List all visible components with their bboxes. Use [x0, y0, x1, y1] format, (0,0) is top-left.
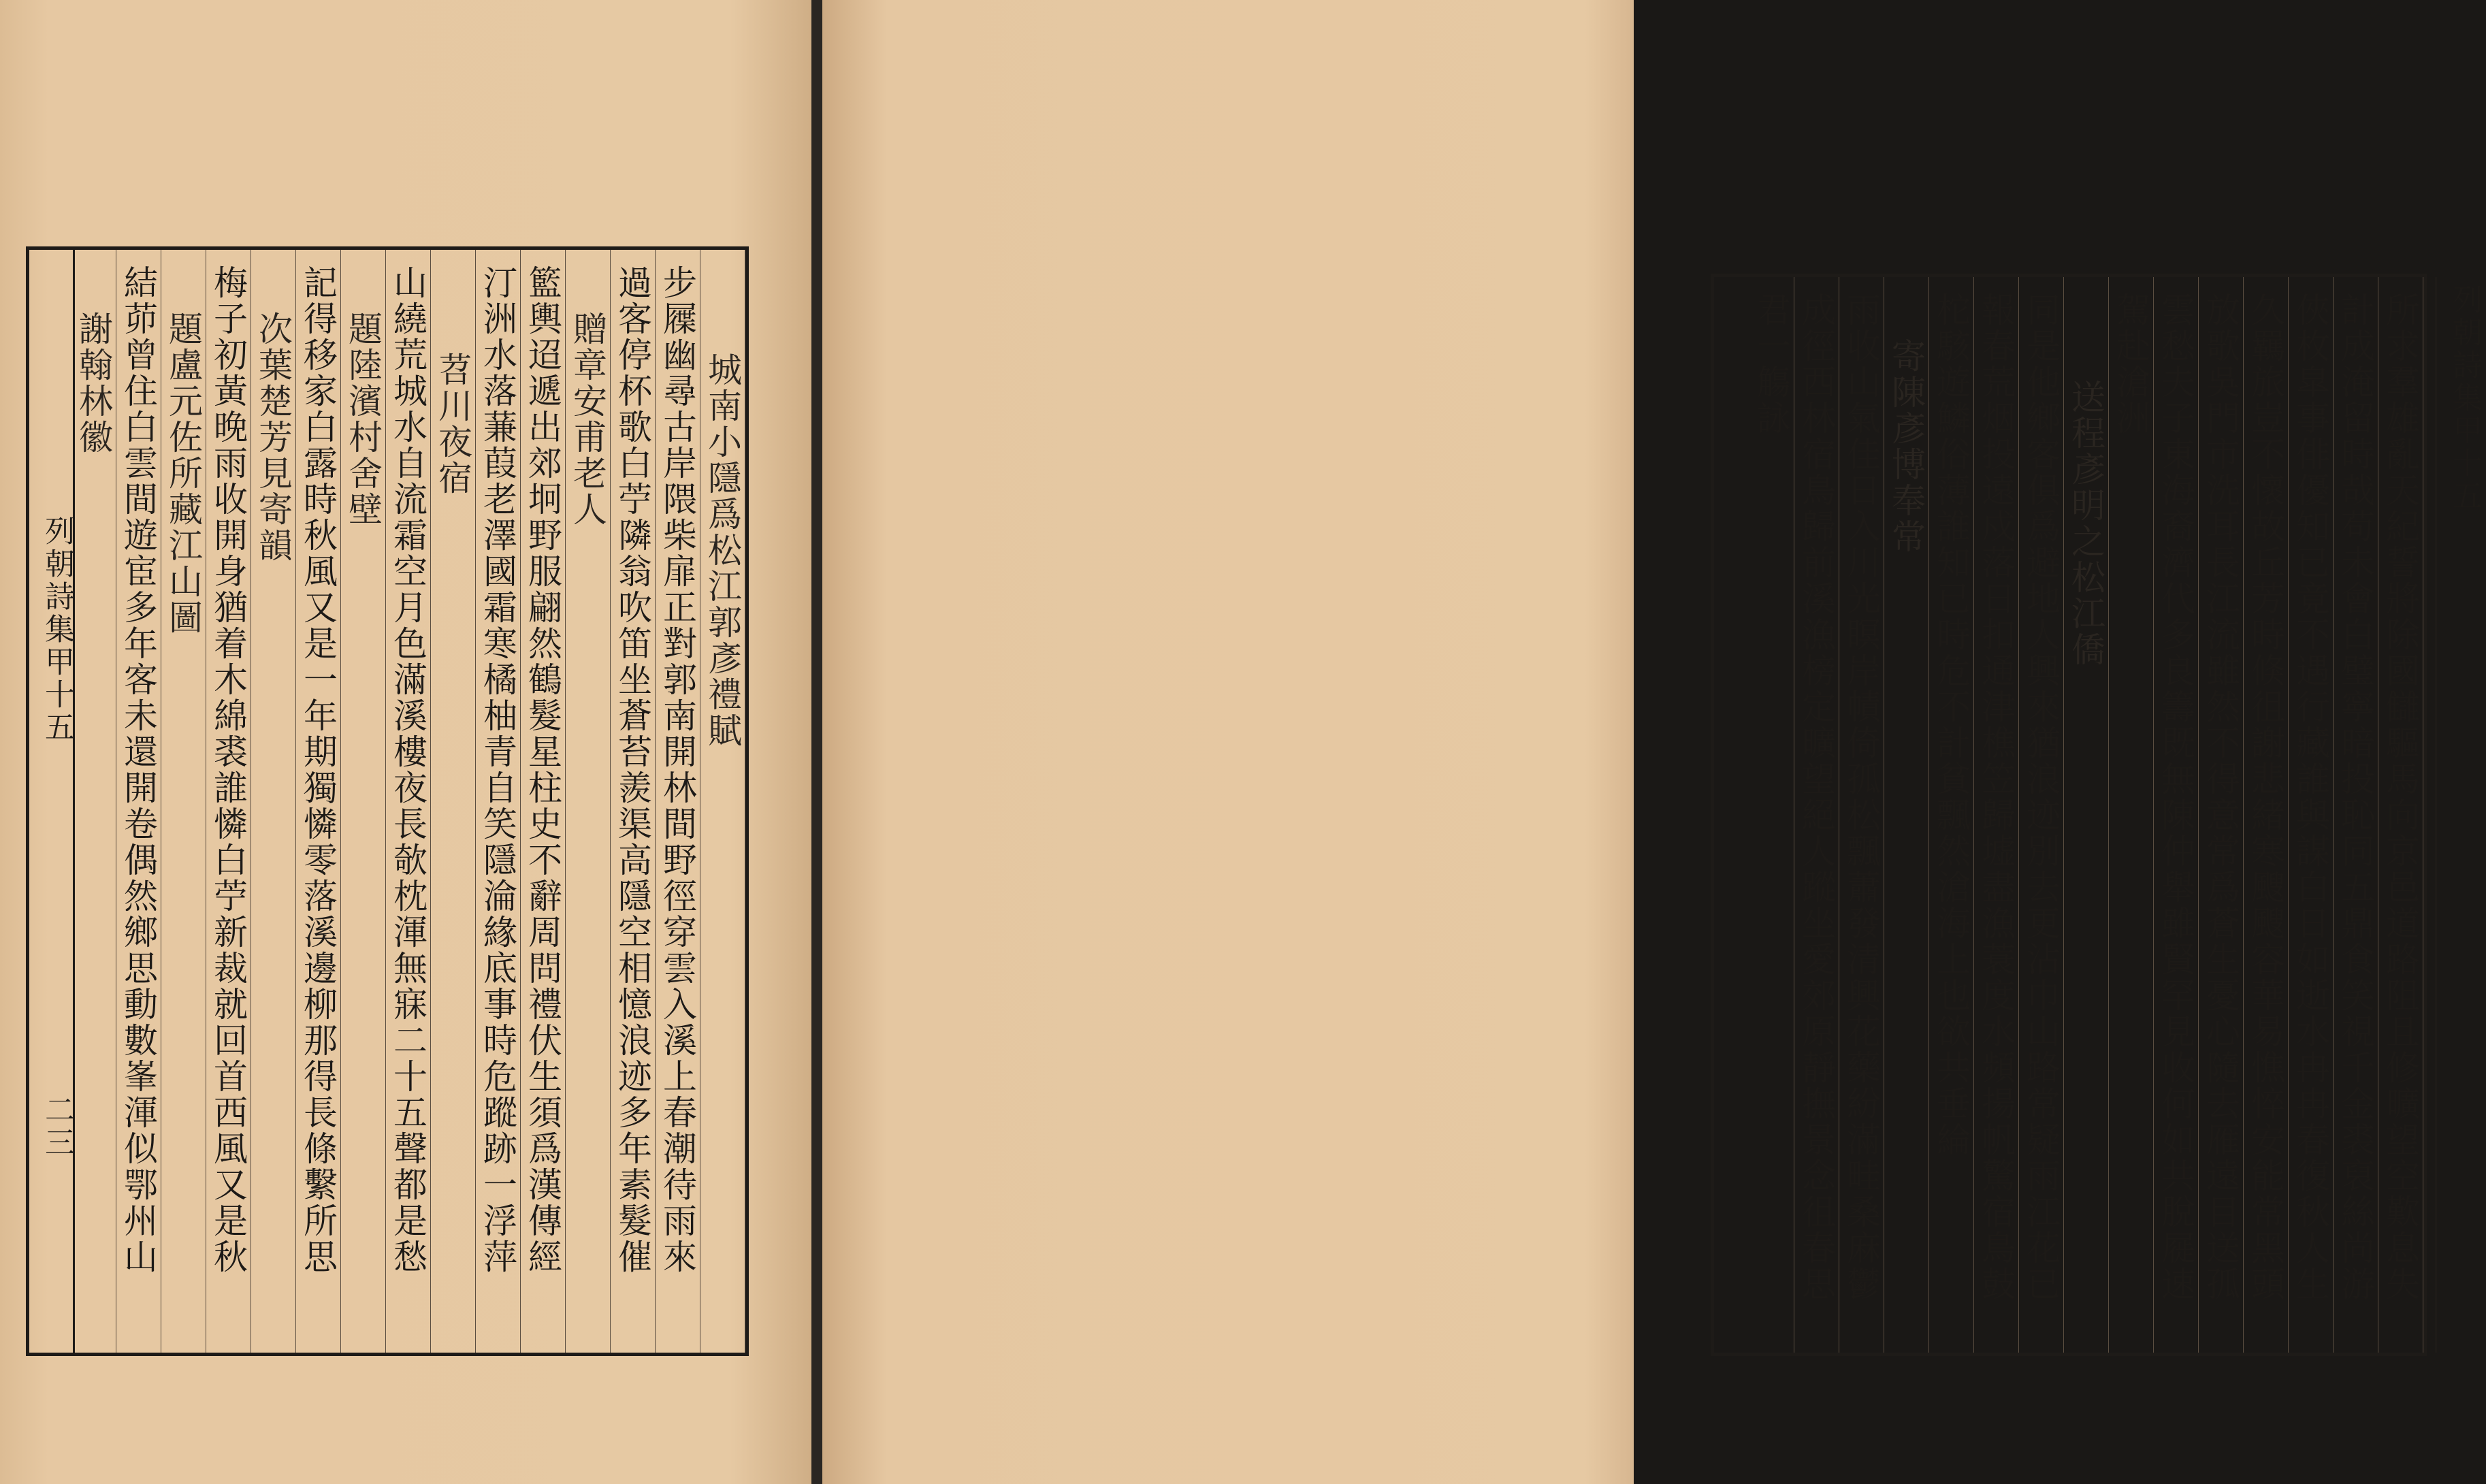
- column-11: 次葉楚芳見寄韻: [251, 250, 296, 1353]
- column-9: 題陸濱村舍壁: [341, 250, 386, 1353]
- right-margin-title: 列朝詩集甲十五: [2447, 284, 2482, 513]
- column-8: 山繞荒城水自流霜空月色滿溪樓夜長欹枕渾無寐二十五聲都是愁: [386, 250, 431, 1353]
- left-margin-page: 二三: [39, 1094, 74, 1159]
- column-14: 結茆曾住白雲間遊宦多年客未還開卷偶然鄉思動數峯渾似鄂州山: [116, 250, 161, 1353]
- column-4: 久羈旅豈不懷故丘芳時倏徂謝悲緒寒颼颼容華易憔悴安能常黑頭: [2244, 277, 2289, 1353]
- column-1: 所求羣雄亂天紀誓將除國讎驅馬向京邑道路阻且修曠望空歎息失: [2378, 277, 2423, 1353]
- book-spine: [811, 0, 822, 1484]
- column-13: 題盧元佐所藏江山圖: [161, 250, 206, 1353]
- column-9: 同是他鄉客俱爲避地人興來猶浪迹別去更沾巾山路常疑雨江花已: [2019, 277, 2064, 1353]
- column-6: 汀洲水落蒹葭老澤國霜寒橘柚青自笑隱淪緣底事時危蹤跡一浮萍: [476, 250, 521, 1353]
- column-2: 計成淹留時哉苟未會白璧寧暗投恥同五鼎食笑視千金裘裒絲尚游: [2334, 277, 2378, 1353]
- left-margin-title: 列朝詩集甲十五: [39, 515, 74, 744]
- left-gutter: [29, 250, 75, 1353]
- column-7: 駕赴滄洲: [2109, 277, 2154, 1353]
- column-5: 放歌吳門市洗耳長江流雖然不得意常爲蒼生憂心隨去雁遠目送孤: [2199, 277, 2244, 1353]
- column-8: 送程彥明之松江僑: [2064, 277, 2109, 1353]
- column-1: 城南小隱爲松江郭彥禮賦: [700, 250, 745, 1353]
- column-13: 雨收山氣佳日入川光瞑岸幘倚孤松飄蕭發清興花藥紛滿畦桑麻鬱: [1839, 277, 1884, 1353]
- right-page: [822, 0, 2482, 1484]
- column-3: 過客停杯歌白苧隣翁吹笛坐蒼苔羨渠高隱空相憶浪迹多年素髮催: [611, 250, 656, 1353]
- column-7: 苕川夜宿: [431, 250, 476, 1353]
- right-text-frame: [1711, 274, 2482, 1356]
- right-gutter: [2435, 277, 2482, 1353]
- column-6: 雲愁夫子東海裔濟代多良籌既無陳仲舉雖賢罕見收何如共脫屣速: [2154, 277, 2199, 1353]
- column-15: 君一觴詠: [1749, 277, 1794, 1353]
- column-11: 柁駭遊鱗俗薄誰知已時危不計貧飄然滄海上也欲共垂綸: [1929, 277, 1974, 1353]
- column-12: 梅子初黃晚雨收開身猶着木綿裘誰憐白苧新裁就回首西風又是秋: [206, 250, 251, 1353]
- column-14: 成徑西林宿鳥歸前溪漁榜定曠望絕人蹤坐愛郊原靜撫景念徂春思: [1794, 277, 1839, 1353]
- column-2: 步屧幽尋古岸隈柴扉正對郭南開林間野徑穿雲入溪上春潮待雨來: [656, 250, 700, 1353]
- left-page: [0, 0, 811, 1484]
- left-text-frame: [26, 246, 749, 1356]
- column-15: 謝翰林徽: [71, 250, 116, 1353]
- column-3: 俠枚皐事俳優知已竟不遇行藏誰與謀白日如逝水冉冉春復秋人生: [2289, 277, 2334, 1353]
- column-12: 寄陳彥博奉常: [1884, 277, 1929, 1353]
- column-5: 籃輿迢遞出郊坰野服翩然鶴髮星柱史不辭周問禮伏生須爲漢傳經: [521, 250, 566, 1353]
- column-4: 贈章安甫老人: [566, 250, 611, 1353]
- column-10: 記得移家白露時秋風又是一年期獨憐零落溪邊柳那得長條繫所思: [296, 250, 341, 1353]
- column-10: 報春荒烟投遠戍落日扣通津樵笠歸墟盡漁蓑度水頻揚帆驚宿鳥鼓: [1974, 277, 2019, 1353]
